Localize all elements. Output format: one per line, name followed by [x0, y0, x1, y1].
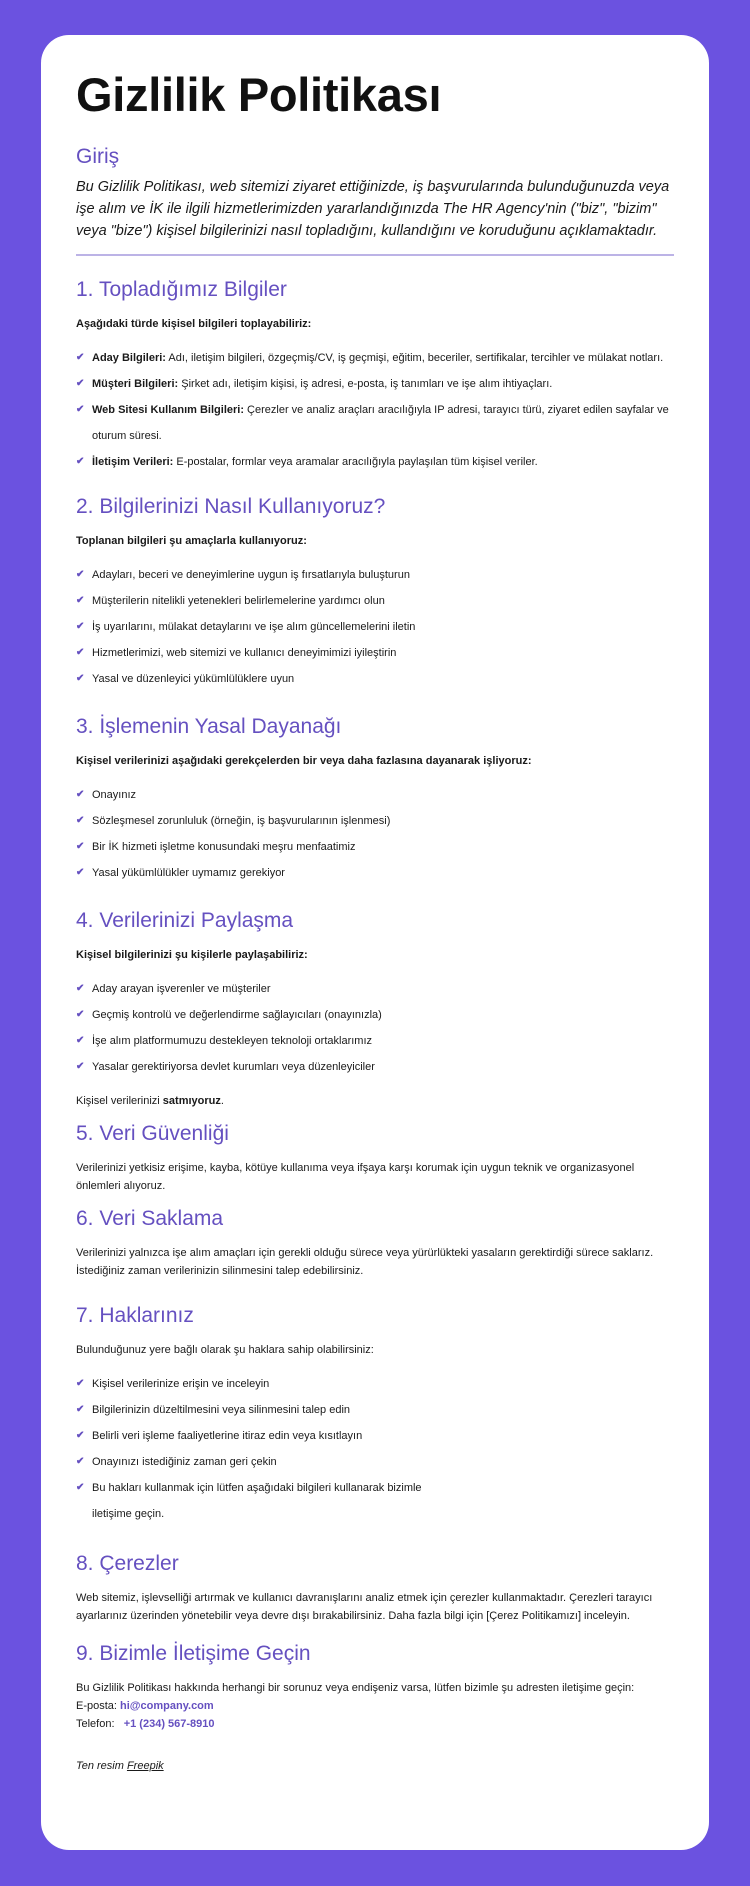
- section-heading: 2. Bilgilerinizi Nasıl Kullanıyoruz?: [76, 495, 386, 518]
- item-text: Bilgilerinizin düzeltilmesini veya silinmesini talep edin: [92, 1404, 351, 1416]
- item-text: Adayları, beceri ve deneyimlerine uygun iş fırsatlarıyla buluşturun: [92, 569, 410, 581]
- section-heading: 8. Çerezler: [76, 1552, 179, 1575]
- no-sale-note: [76, 1092, 674, 1110]
- list-item: [76, 1475, 446, 1527]
- item-text: Yasalar gerektiriyorsa devlet kurumları veya düzenleyiciler: [92, 1061, 375, 1073]
- list-item: [76, 666, 674, 692]
- contact-text: [76, 1679, 674, 1733]
- item-text: Şirket adı, iletişim kişisi, iş adresi, e-posta, iş tanımları ve işe alım ihtiyaçları.: [178, 378, 553, 390]
- check-icon: ✔: [76, 1430, 85, 1441]
- item-text: Hizmetlerimizi, web sitemizi ve kullanıcı deneyimimizi iyileştirin: [92, 647, 397, 659]
- check-icon: ✔: [76, 867, 85, 878]
- list-item: [76, 1397, 446, 1423]
- section-heading: 3. İşlemenin Yasal Dayanağı: [76, 715, 342, 738]
- item-label: Aday Bilgileri:: [92, 352, 166, 364]
- item-text: E-postalar, formlar veya aramalar aracılığıyla paylaşılan tüm kişisel veriler.: [173, 456, 538, 468]
- list-item: [76, 588, 674, 614]
- item-text: Kişisel verilerinize erişin ve inceleyin: [92, 1378, 270, 1390]
- check-icon: ✔: [76, 378, 85, 389]
- list-item: [76, 782, 674, 808]
- check-icon: ✔: [76, 1061, 85, 1072]
- policy-card: [41, 35, 709, 1850]
- section-text: Web sitemiz, işlevselliği artırmak ve kullanıcı davranışlarını analiz etmek için çerezler kullanmaktadır. Çerezleri tarayıcı ayarlarınız üzerinden yönetebilir veya devre dışı bırakabilirsiniz. Daha fazla bilgi için [Çerez Politikamızı] inceleyin.: [76, 1592, 653, 1622]
- list-item: [76, 1449, 446, 1475]
- section-heading: 1. Topladığımız Bilgiler: [76, 278, 287, 301]
- usage-list: [76, 562, 674, 692]
- item-text: Aday arayan işverenler ve müşteriler: [92, 983, 271, 995]
- item-text: İş uyarılarını, mülakat detaylarını ve işe alım güncellemelerini iletin: [92, 621, 416, 633]
- check-icon: ✔: [76, 983, 85, 994]
- section-text: Verilerinizi yetkisiz erişime, kayba, kötüye kullanıma veya ifşaya karşı korumak için uygun teknik ve organizasyonel önlemleri alıyoruz.: [76, 1162, 635, 1192]
- check-icon: ✔: [76, 569, 85, 580]
- list-item: [76, 345, 674, 371]
- intro-text: Bu Gizlilik Politikası, web sitemizi ziyaret ettiğinizde, iş başvurularında bulunduğunuzda veya işe alım ve İK ile ilgili hizmetlerimizden yararlandığınızda The HR Agency'nin ("biz", "bizim" veya "bize") kişisel bilgilerinizi nasıl topladığını, kullandığını ve koruduğunu açıklamaktadır.: [76, 179, 670, 239]
- email-link[interactable]: hi@company.com: [120, 1700, 214, 1712]
- item-label: Web Sitesi Kullanım Bilgileri:: [92, 404, 244, 416]
- list-item: [76, 976, 674, 1002]
- list-item: [76, 562, 674, 588]
- section-text: Verilerinizi yalnızca işe alım amaçları için gerekli olduğu sürece veya yürürlükteki yasaların gerektirdiği sürece saklarız. İstediğiniz zaman verilerinizin silinmesini talep edebilirsiniz.: [76, 1247, 654, 1277]
- list-item: [76, 834, 674, 860]
- check-icon: ✔: [76, 404, 85, 415]
- section-heading: 4. Verilerinizi Paylaşma: [76, 909, 294, 932]
- item-label: Müşteri Bilgileri:: [92, 378, 179, 390]
- check-icon: ✔: [76, 1404, 85, 1415]
- check-icon: ✔: [76, 673, 85, 684]
- phone-label: Telefon:: [76, 1718, 124, 1730]
- item-text: İşe alım platformumuzu destekleyen teknoloji ortaklarımız: [92, 1035, 373, 1047]
- section-lead: Toplanan bilgileri şu amaçlarla kullanıyoruz:: [76, 535, 307, 547]
- item-text: Geçmiş kontrolü ve değerlendirme sağlayıcıları (onayınızla): [92, 1009, 382, 1021]
- legal-basis-list: [76, 782, 674, 886]
- list-item: [76, 614, 674, 640]
- section-lead: Bulunduğunuz yere bağlı olarak şu haklara sahip olabilirsiniz:: [76, 1344, 374, 1356]
- check-icon: ✔: [76, 352, 85, 363]
- check-icon: ✔: [76, 1378, 85, 1389]
- rights-list: [76, 1371, 446, 1527]
- item-text: Bu hakları kullanmak için lütfen aşağıdaki bilgileri kullanarak bizimle iletişime geçin.: [92, 1482, 422, 1520]
- image-credit: [76, 1757, 674, 1775]
- check-icon: ✔: [76, 1482, 85, 1493]
- credit-text: Ten resim: [76, 1760, 127, 1772]
- item-label: İletişim Verileri:: [92, 456, 174, 468]
- item-text: Bir İK hizmeti işletme konusundaki meşru menfaatimiz: [92, 841, 356, 853]
- sharing-list: [76, 976, 674, 1080]
- note-text: .: [220, 1095, 224, 1107]
- intro-heading: Giriş: [76, 145, 120, 168]
- section-heading: 7. Haklarınız: [76, 1304, 194, 1327]
- check-icon: ✔: [76, 647, 85, 658]
- check-icon: ✔: [76, 1009, 85, 1020]
- section-lead: Aşağıdaki türde kişisel bilgileri toplayabiliriz:: [76, 318, 312, 330]
- check-icon: ✔: [76, 1456, 85, 1467]
- phone-link[interactable]: +1 (234) 567-8910: [123, 1718, 215, 1730]
- item-text: Belirli veri işleme faaliyetlerine itiraz edin veya kısıtlayın: [92, 1430, 363, 1442]
- list-item: [76, 1002, 674, 1028]
- list-item: [76, 1371, 446, 1397]
- section-lead: Kişisel verilerinizi aşağıdaki gerekçelerden bir veya daha fazlasına dayanarak işliyoruz:: [76, 755, 532, 767]
- check-icon: ✔: [76, 815, 85, 826]
- list-item: [76, 449, 674, 475]
- item-text: Yasal ve düzenleyici yükümlülüklere uyun: [92, 673, 295, 685]
- item-text: Onayınız: [92, 789, 137, 801]
- email-label: E-posta:: [76, 1700, 121, 1712]
- list-item: [76, 1054, 674, 1080]
- list-item: [76, 371, 674, 397]
- freepik-link[interactable]: Freepik: [126, 1760, 164, 1772]
- list-item: [76, 640, 674, 666]
- note-text: Kişisel verilerinizi: [76, 1095, 163, 1107]
- list-item: [76, 1423, 446, 1449]
- collected-info-list: [76, 345, 674, 475]
- list-item: [76, 860, 674, 886]
- page-title: Gizlilik Politikası: [76, 68, 442, 121]
- section-heading: 9. Bizimle İletişime Geçin: [76, 1642, 311, 1665]
- item-text: Müşterilerin nitelikli yetenekleri belirlemelerine yardımcı olun: [92, 595, 385, 607]
- section-lead: Kişisel bilgilerinizi şu kişilerle paylaşabiliriz:: [76, 949, 308, 961]
- item-text: Çerezler ve analiz araçları aracılığıyla IP adresi, tarayıcı türü, ziyaret edilen sayfalar ve oturum süresi.: [92, 404, 669, 442]
- check-icon: ✔: [76, 621, 85, 632]
- list-item: [76, 1028, 674, 1054]
- divider: [76, 254, 674, 256]
- list-item: [76, 808, 674, 834]
- section-heading: 6. Veri Saklama: [76, 1207, 224, 1230]
- contact-intro: Bu Gizlilik Politikası hakkında herhangi bir sorunuz veya endişeniz varsa, lütfen bizimle şu adresten iletişime geçin:: [76, 1682, 635, 1694]
- check-icon: ✔: [76, 595, 85, 606]
- item-text: Onayınızı istediğiniz zaman geri çekin: [92, 1456, 277, 1468]
- check-icon: ✔: [76, 1035, 85, 1046]
- check-icon: ✔: [76, 789, 85, 800]
- item-text: Adı, iletişim bilgileri, özgeçmiş/CV, iş geçmişi, eğitim, beceriler, sertifikalar, tercihler ve mülakat notları.: [165, 352, 664, 364]
- item-text: Sözleşmesel zorunluluk (örneğin, iş başvurularının işlenmesi): [92, 815, 391, 827]
- note-bold: satmıyoruz: [162, 1095, 221, 1107]
- item-text: Yasal yükümlülükler uymamız gerekiyor: [92, 867, 285, 879]
- check-icon: ✔: [76, 456, 85, 467]
- section-heading: 5. Veri Güvenliği: [76, 1122, 229, 1145]
- list-item: [76, 397, 674, 449]
- check-icon: ✔: [76, 841, 85, 852]
